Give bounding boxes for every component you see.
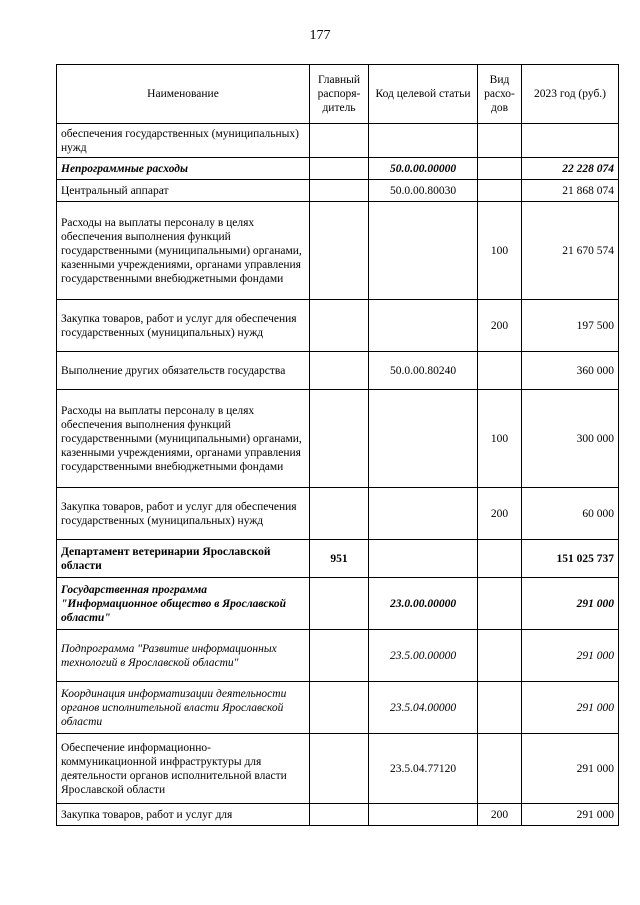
row-main: [310, 202, 369, 300]
row-type: [478, 540, 522, 578]
row-amount: 197 500: [522, 300, 619, 352]
row-type: [478, 734, 522, 804]
row-main: [310, 124, 369, 158]
row-name: Департамент ветеринарии Ярославской области: [57, 540, 310, 578]
row-main: [310, 804, 369, 826]
row-type: 200: [478, 300, 522, 352]
table-row: [57, 300, 619, 352]
row-code: 23.5.04.00000: [369, 682, 478, 734]
row-name: Обеспечение информационно-коммуникационной инфраструктуры для деятельности органов исполнительной власти Ярославской области: [57, 734, 310, 804]
header-amount: 2023 год (руб.): [522, 65, 619, 124]
row-main: [310, 352, 369, 390]
row-code: 50.0.00.80030: [369, 180, 478, 202]
row-code: 50.0.00.80240: [369, 352, 478, 390]
row-amount: 291 000: [522, 734, 619, 804]
row-amount: 60 000: [522, 488, 619, 540]
row-type: [478, 682, 522, 734]
budget-table: [56, 64, 619, 826]
row-amount: 300 000: [522, 390, 619, 488]
row-name: Выполнение других обязательств государства: [57, 352, 310, 390]
row-amount: 21 670 574: [522, 202, 619, 300]
table-row: [57, 352, 619, 390]
row-type: [478, 124, 522, 158]
row-amount: 291 000: [522, 578, 619, 630]
row-amount: 291 000: [522, 630, 619, 682]
row-code: [369, 804, 478, 826]
table-row: [57, 124, 619, 158]
row-type: 100: [478, 202, 522, 300]
row-main: [310, 578, 369, 630]
row-amount: 22 228 074: [522, 158, 619, 180]
table-row: [57, 540, 619, 578]
row-type: 200: [478, 488, 522, 540]
table-row: [57, 630, 619, 682]
header-name: Наименование: [57, 65, 310, 124]
table-row: [57, 180, 619, 202]
row-type: [478, 630, 522, 682]
row-amount: 151 025 737: [522, 540, 619, 578]
row-main: [310, 300, 369, 352]
header-main-manager: Главный распоря-дитель: [310, 65, 369, 124]
row-type: [478, 180, 522, 202]
row-name: Центральный аппарат: [57, 180, 310, 202]
row-name: Закупка товаров, работ и услуг для: [57, 804, 310, 826]
row-amount: 291 000: [522, 682, 619, 734]
row-name: Подпрограмма "Развитие информационных технологий в Ярославской области": [57, 630, 310, 682]
row-code: [369, 390, 478, 488]
row-code: [369, 124, 478, 158]
row-name: обеспечения государственных (муниципальных) нужд: [57, 124, 310, 158]
row-code: 23.5.04.77120: [369, 734, 478, 804]
row-name: Закупка товаров, работ и услуг для обеспечения государственных (муниципальных) нужд: [57, 488, 310, 540]
row-type: [478, 578, 522, 630]
row-main: [310, 158, 369, 180]
row-code: [369, 202, 478, 300]
row-main: [310, 180, 369, 202]
row-name: Расходы на выплаты персоналу в целях обеспечения выполнения функций государственными (муниципальными) органами, казенными учреждениями, органами управления государственными внебюджетными фондами: [57, 202, 310, 300]
row-code: [369, 540, 478, 578]
row-main: [310, 734, 369, 804]
page-number: 177: [309, 28, 331, 43]
row-amount: [522, 124, 619, 158]
row-main: [310, 682, 369, 734]
row-name: Непрограммные расходы: [57, 158, 310, 180]
row-amount: 21 868 074: [522, 180, 619, 202]
table-row: [57, 202, 619, 300]
row-type: 200: [478, 804, 522, 826]
table-row: [57, 578, 619, 630]
row-name: Закупка товаров, работ и услуг для обеспечения государственных (муниципальных) нужд: [57, 300, 310, 352]
header-target-code: Код целевой статьи: [369, 65, 478, 124]
row-name: Государственная программа "Информационное общество в Ярославской области": [57, 578, 310, 630]
header-expense-type: Вид расхо-дов: [478, 65, 522, 124]
table-row: [57, 390, 619, 488]
row-main: [310, 630, 369, 682]
row-main: [310, 390, 369, 488]
row-name: Координация информатизации деятельности органов исполнительной власти Ярославской области: [57, 682, 310, 734]
table-header-row: [57, 65, 619, 124]
row-type: [478, 158, 522, 180]
table-row: [57, 158, 619, 180]
row-code: [369, 300, 478, 352]
row-amount: 360 000: [522, 352, 619, 390]
row-main: [310, 488, 369, 540]
table-row: [57, 734, 619, 804]
row-main: 951: [310, 540, 369, 578]
table-row: [57, 682, 619, 734]
row-code: 23.5.00.00000: [369, 630, 478, 682]
row-amount: 291 000: [522, 804, 619, 826]
row-type: [478, 352, 522, 390]
table-row: [57, 804, 619, 826]
row-code: [369, 488, 478, 540]
row-code: 50.0.00.00000: [369, 158, 478, 180]
table-row: [57, 488, 619, 540]
row-code: 23.0.00.00000: [369, 578, 478, 630]
row-type: 100: [478, 390, 522, 488]
row-name: Расходы на выплаты персоналу в целях обеспечения выполнения функций государственными (муниципальными) органами, казенными учреждениями, органами управления государственными внебюджетными фондами: [57, 390, 310, 488]
